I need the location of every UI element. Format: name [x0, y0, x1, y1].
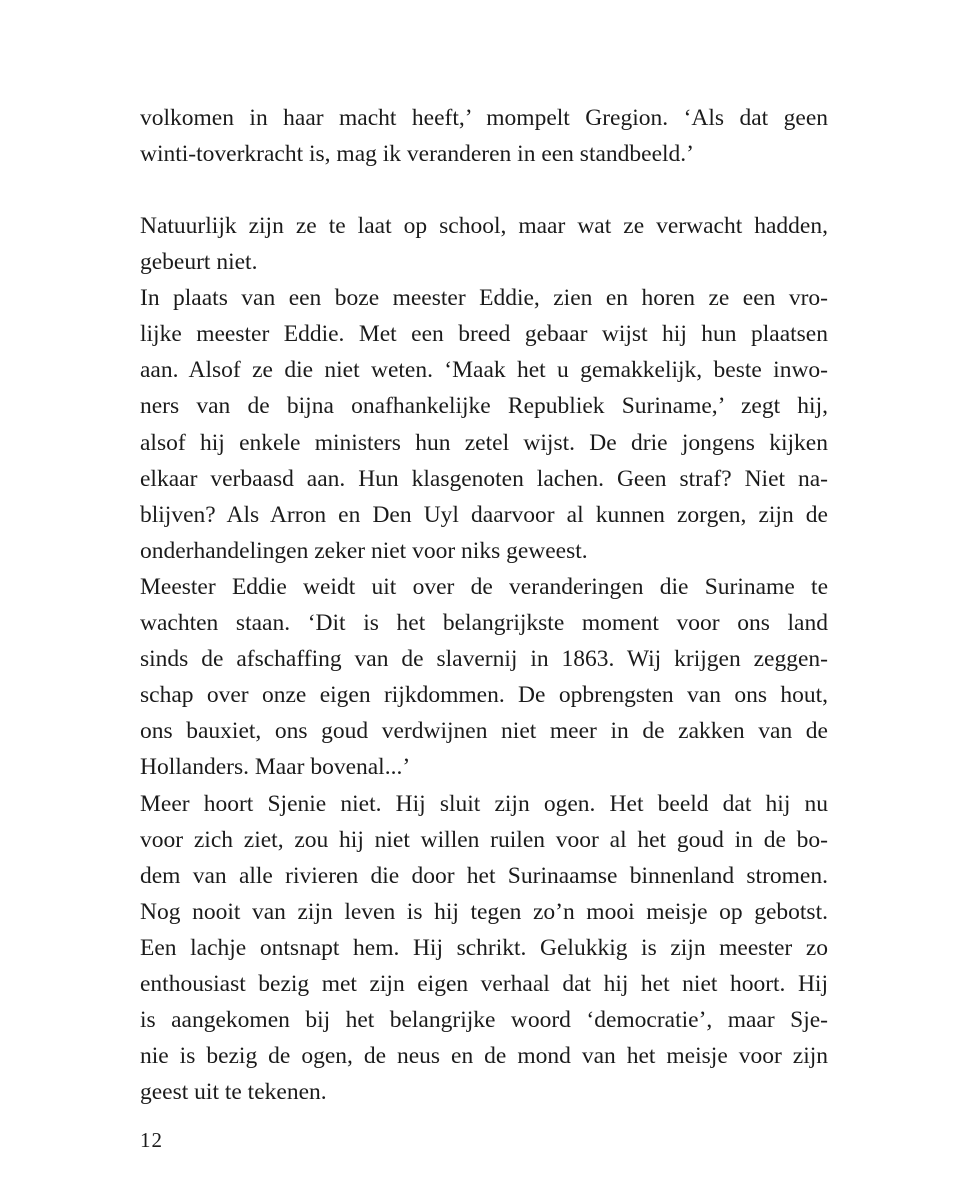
- text-line: is aangekomen bij het belangrijke woord ‘democratie’, maar Sje-: [140, 1007, 828, 1034]
- text-line: voor zich ziet, zou hij niet willen ruilen voor al het goud in de bo-: [140, 826, 828, 853]
- text-line: lijke meester Eddie. Met een breed gebaar wijst hij hun plaatsen: [140, 321, 828, 348]
- text-line: volkomen in haar macht heeft,’ mompelt Gregion. ‘Als dat geen: [140, 105, 828, 131]
- paragraph-suriname-changes: [140, 569, 828, 786]
- page-number: 12: [140, 1128, 163, 1152]
- text-line: Een lachje ontsnapt hem. Hij schrikt. Gelukkig is zijn meester zo: [140, 934, 828, 961]
- text-line: ons bauxiet, ons goud verdwijnen niet meer in de zakken van de: [140, 718, 828, 745]
- paragraph-sjenie-daydream: [140, 786, 828, 1111]
- text-line: onderhandelingen zeker niet voor niks geweest.: [140, 537, 588, 564]
- text-line: blijven? Als Arron en Den Uyl daarvoor al kunnen zorgen, zijn de: [140, 501, 828, 528]
- text-line: sinds de afschaffing van de slavernij in 1863. Wij krijgen zeggen-: [140, 646, 828, 673]
- text-line: nie is bezig de ogen, de neus en de mond van het meisje voor zijn: [140, 1043, 828, 1070]
- text-line: Meester Eddie weidt uit over de veranderingen die Suriname te: [140, 573, 828, 600]
- text-line: elkaar verbaasd aan. Hun klasgenoten lachen. Geen straf? Niet na-: [140, 465, 828, 492]
- text-line: Natuurlijk zijn ze te laat op school, maar wat ze verwacht hadden,: [140, 213, 828, 239]
- text-line: enthousiast bezig met zijn eigen verhaal dat hij het niet hoort. Hij: [140, 970, 828, 997]
- text-line: In plaats van een boze meester Eddie, zien en horen ze een vro-: [140, 285, 828, 312]
- text-line: aan. Alsof ze die niet weten. ‘Maak het u gemakkelijk, beste inwo-: [140, 357, 828, 384]
- text-line: ners van de bijna onafhankelijke Republiek Suriname,’ zegt hij,: [140, 393, 828, 420]
- text-line: winti-toverkracht is, mag ik veranderen in een standbeeld.’: [140, 141, 695, 168]
- text-line: geest uit te tekenen.: [140, 1079, 327, 1106]
- paragraph-late-for-school: [140, 208, 828, 280]
- body-text: [140, 208, 828, 1110]
- text-line: gebeurt niet.: [140, 249, 258, 276]
- text-line: dem van alle rivieren die door het Surinaamse binnenland stromen.: [140, 862, 828, 889]
- text-line: Hollanders. Maar bovenal...’: [140, 754, 411, 781]
- text-line: alsof hij enkele ministers hun zetel wijst. De drie jongens kijken: [140, 429, 828, 456]
- text-line: Nog nooit van zijn leven is hij tegen zo’n mooi meisje op gebotst.: [140, 898, 828, 925]
- paragraph-meester-eddie: [140, 280, 828, 569]
- paragraph-dialogue-gregion: [140, 100, 828, 172]
- text-line: Meer hoort Sjenie niet. Hij sluit zijn ogen. Het beeld dat hij nu: [140, 790, 828, 817]
- text-line: schap over onze eigen rijkdommen. De opbrengsten van ons hout,: [140, 682, 828, 709]
- text-line: wachten staan. ‘Dit is het belangrijkste moment voor ons land: [140, 610, 828, 637]
